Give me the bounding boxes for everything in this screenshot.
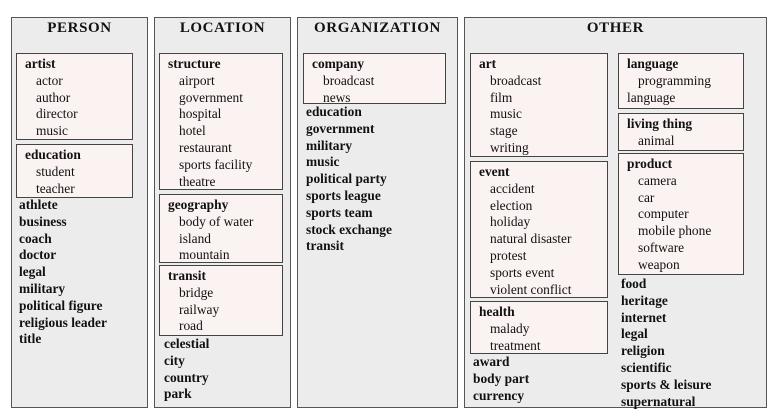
subcategory: writing	[490, 139, 529, 155]
subcategory: body of water	[179, 213, 254, 229]
subcategory: car	[638, 189, 655, 205]
subcategory: holiday	[490, 214, 531, 230]
category-title: art	[479, 56, 497, 71]
category-title: company	[312, 56, 365, 71]
category-item: business	[19, 213, 67, 229]
category-item: political party	[306, 171, 387, 187]
category-item: legal	[621, 326, 648, 342]
category-title: transit	[168, 268, 206, 283]
subcategory: software	[638, 239, 685, 255]
subcategory: film	[490, 89, 513, 105]
other-product-box	[618, 153, 744, 275]
category-title: geography	[168, 197, 229, 212]
person-education-box	[16, 144, 133, 198]
other-left-plain-list	[473, 354, 529, 404]
subcategory: violent conflict	[490, 281, 572, 297]
category-item: military	[19, 280, 66, 296]
category-item: sports & leisure	[621, 376, 712, 392]
subcategory: airport	[179, 72, 215, 88]
category-item: sports league	[306, 187, 381, 203]
other-event-box	[470, 161, 608, 298]
category-item: doctor	[19, 247, 57, 263]
subcategory: news	[323, 89, 351, 105]
other-living-thing-box	[618, 113, 744, 151]
subcategory: programming	[638, 72, 711, 88]
person-header: PERSON	[47, 20, 112, 36]
subcategory: malady	[490, 320, 530, 336]
category-item: government	[306, 120, 375, 136]
category-title: artist	[25, 56, 56, 71]
category-item: heritage	[621, 292, 668, 308]
subcategory: railway	[179, 301, 220, 317]
location-geography-box	[159, 194, 283, 263]
subcategory: island	[179, 230, 211, 246]
subcategory: author	[36, 89, 71, 105]
category-item: athlete	[19, 197, 58, 212]
subcategory: actor	[36, 72, 63, 88]
location-plain-list	[164, 336, 209, 403]
category-item: currency	[473, 387, 525, 403]
other-health-box	[470, 301, 608, 354]
subcategory: weapon	[638, 256, 680, 272]
location-header: LOCATION	[179, 20, 266, 36]
category-item: coach	[19, 230, 52, 246]
subcategory: music	[490, 106, 522, 122]
location-structure-box	[159, 53, 283, 190]
subcategory: government	[179, 89, 243, 105]
category-item: city	[164, 352, 185, 368]
category-item: food	[621, 276, 647, 291]
subcategory: broadcast	[490, 72, 542, 88]
category-title: product	[627, 156, 673, 171]
category-item: military	[306, 137, 353, 153]
subcategory: language	[627, 89, 676, 105]
other-language-box	[618, 53, 744, 109]
subcategory: mobile phone	[638, 223, 712, 239]
subcategory: restaurant	[179, 139, 232, 155]
category-item: religion	[621, 343, 665, 359]
category-item: body part	[473, 370, 530, 386]
category-item: music	[306, 154, 340, 170]
category-item: political figure	[19, 297, 103, 313]
category-item: internet	[621, 309, 667, 325]
subcategory: broadcast	[323, 72, 375, 88]
category-item: religious leader	[19, 314, 107, 330]
subcategory: animal	[638, 132, 675, 148]
subcategory: stage	[490, 123, 518, 139]
other-art-box	[470, 53, 608, 157]
category-title: language	[627, 56, 679, 71]
category-title: living thing	[627, 116, 693, 131]
subcategory: election	[490, 197, 533, 213]
subcategory: sports facility	[179, 156, 253, 172]
category-item: celestial	[164, 336, 210, 351]
other-right-plain-list	[621, 276, 712, 410]
category-item: legal	[19, 264, 46, 280]
subcategory: music	[36, 123, 68, 139]
category-item: education	[306, 104, 362, 119]
person-artist-box	[16, 53, 133, 140]
subcategory: bridge	[179, 284, 214, 300]
subcategory: protest	[490, 247, 527, 263]
subcategory: hotel	[179, 123, 206, 139]
category-item: country	[164, 369, 209, 385]
category-item: transit	[306, 238, 344, 254]
category-item: park	[164, 386, 192, 402]
subcategory: theatre	[179, 173, 216, 189]
subcategory: mountain	[179, 247, 230, 263]
subcategory: computer	[638, 206, 689, 222]
subcategory: teacher	[36, 180, 75, 196]
category-item: title	[19, 331, 42, 347]
person-plain-list	[19, 197, 107, 348]
category-title: health	[479, 304, 515, 319]
subcategory: director	[36, 106, 78, 122]
subcategory: sports event	[490, 264, 555, 280]
subcategory: student	[36, 163, 75, 179]
category-item: award	[473, 354, 510, 369]
category-item: sports team	[306, 204, 373, 220]
subcategory: hospital	[179, 106, 222, 122]
organization-header: ORGANIZATION	[314, 20, 441, 36]
category-title: education	[25, 147, 81, 162]
subcategory: road	[179, 318, 203, 334]
category-title: structure	[168, 56, 221, 71]
category-title: event	[479, 164, 510, 179]
subcategory: accident	[490, 180, 535, 196]
subcategory: treatment	[490, 337, 541, 353]
subcategory: natural disaster	[490, 231, 572, 247]
other-header: OTHER	[586, 20, 645, 36]
location-transit-box	[159, 265, 283, 336]
category-item: scientific	[621, 359, 672, 375]
organization-plain-list	[306, 104, 392, 255]
subcategory: camera	[638, 172, 677, 188]
category-item: stock exchange	[306, 221, 392, 237]
category-item: supernatural	[621, 393, 696, 409]
organization-company-box	[303, 53, 446, 104]
